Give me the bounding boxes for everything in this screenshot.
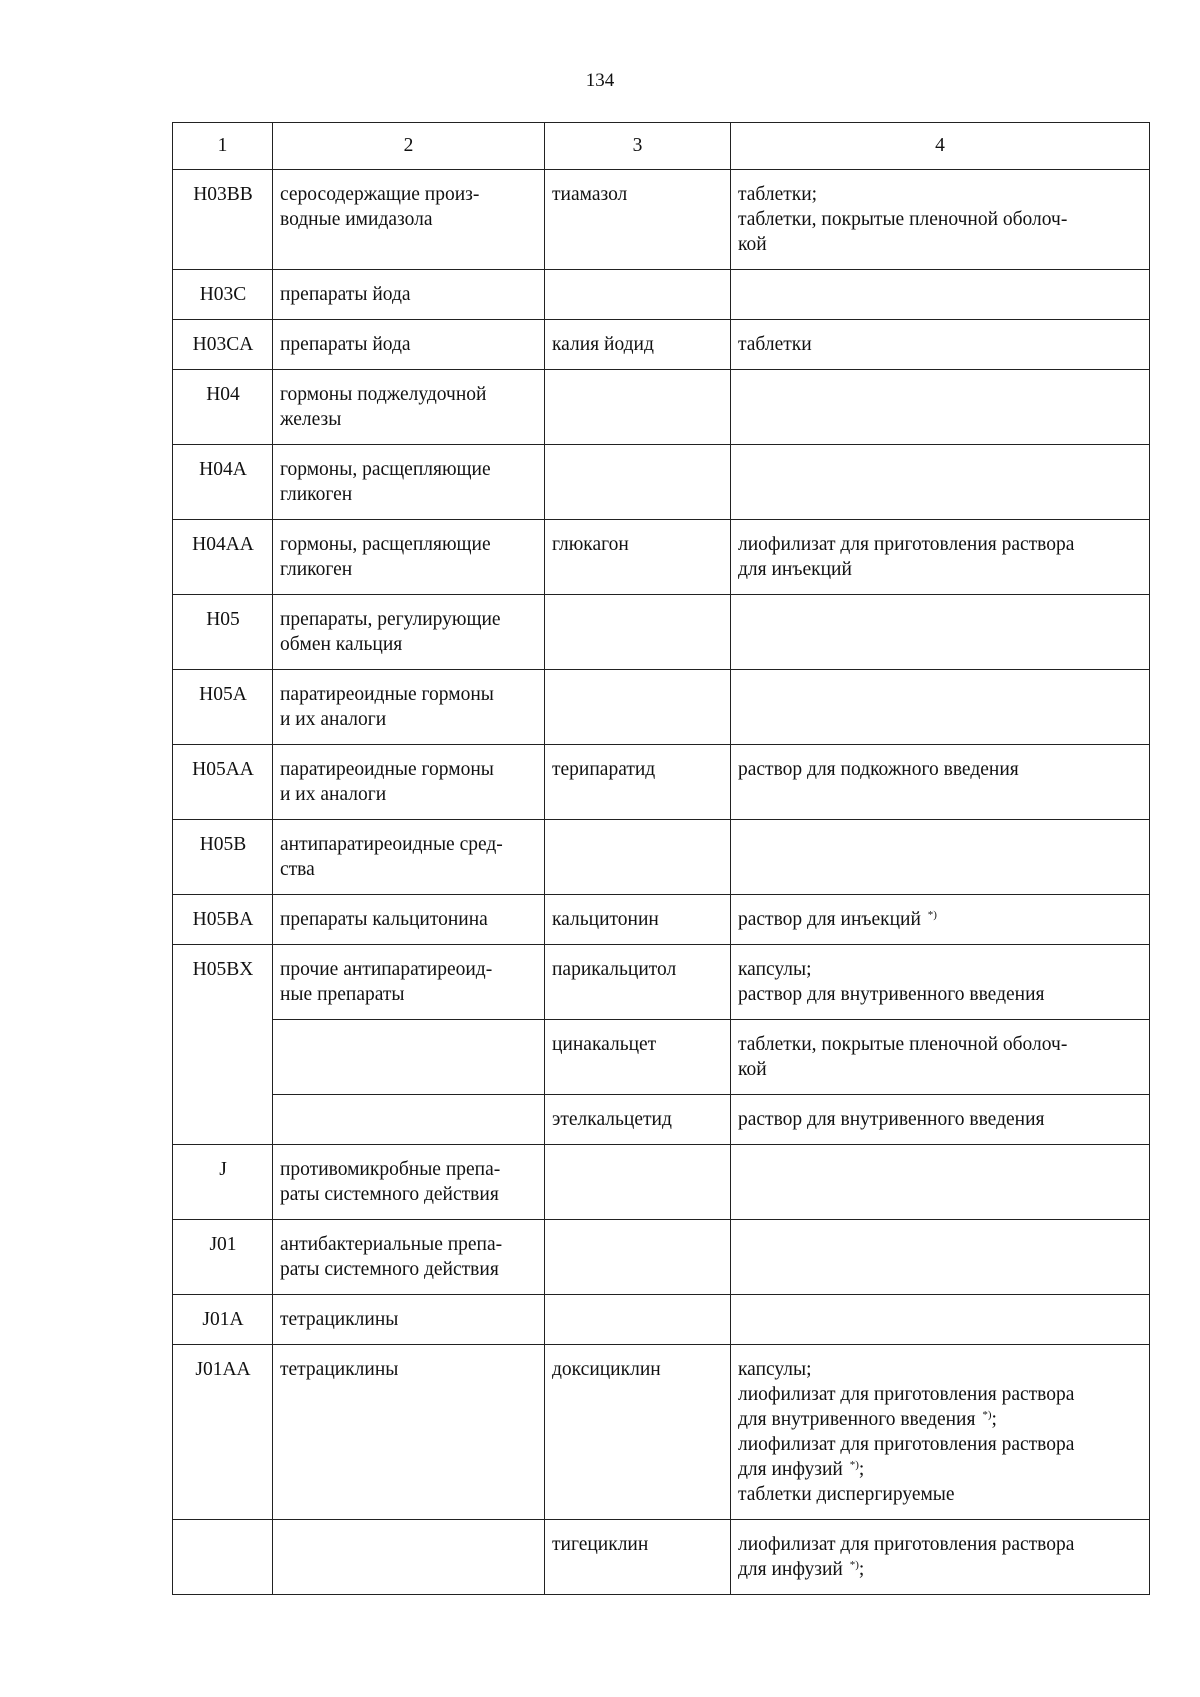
dosage-form-punctuation: ; <box>858 1559 865 1580</box>
atc-code-cell: H05BA <box>173 895 273 945</box>
header-col-1: 1 <box>173 123 273 170</box>
group-name-cell <box>273 1220 545 1295</box>
atc-code-cell: J01A <box>173 1295 273 1345</box>
atc-code-cell: H05AA <box>173 745 273 820</box>
atc-code-cell: H03C <box>173 270 273 320</box>
group-name-line: противомикробные препа- <box>280 1159 501 1180</box>
drug-table <box>172 122 1150 1595</box>
dosage-form-text: таблетки, покрытые пленочной оболоч- <box>738 209 1068 230</box>
dosage-form-line <box>738 1107 1143 1132</box>
group-name-cell <box>273 895 545 945</box>
dosage-form-line <box>738 1532 1143 1557</box>
atc-code-cell: H03CA <box>173 320 273 370</box>
group-name-line: ства <box>280 859 315 880</box>
dosage-form-line <box>738 557 1143 582</box>
drug-name-cell: глюкагон <box>545 520 731 595</box>
group-name-cell <box>273 270 545 320</box>
dosage-form-text: кой <box>738 234 767 255</box>
group-name-cell <box>273 1095 545 1145</box>
header-col-3: 3 <box>545 123 731 170</box>
dosage-forms-cell <box>731 595 1150 670</box>
footnote-marker: *) <box>982 1409 992 1421</box>
drug-name-cell <box>545 595 731 670</box>
drug-name-cell: кальцитонин <box>545 895 731 945</box>
group-name-line: антибактериальные препа- <box>280 1234 503 1255</box>
atc-code-cell: J <box>173 1145 273 1220</box>
dosage-forms-cell <box>731 170 1150 270</box>
group-name-line: тетрациклины <box>280 1309 399 1330</box>
group-name-line: препараты кальцитонина <box>280 909 488 930</box>
dosage-form-line <box>738 1032 1143 1057</box>
drug-name-cell: цинакальцет <box>545 1020 731 1095</box>
group-name-line: прочие антипаратиреоид- <box>280 959 493 980</box>
atc-code-cell: H05A <box>173 670 273 745</box>
dosage-form-text: для инфузий <box>738 1459 848 1480</box>
drug-name-cell <box>545 445 731 520</box>
dosage-form-line <box>738 207 1143 232</box>
dosage-form-text: таблетки <box>738 334 812 355</box>
dosage-forms-cell <box>731 1020 1150 1095</box>
table-row <box>173 1220 1150 1295</box>
group-name-line: гликоген <box>280 484 353 505</box>
dosage-forms-cell <box>731 445 1150 520</box>
table-row <box>173 370 1150 445</box>
atc-code-cell: H04A <box>173 445 273 520</box>
dosage-form-text: лиофилизат для приготовления раствора <box>738 534 1075 555</box>
table-row <box>173 895 1150 945</box>
dosage-form-text: для внутривенного введения <box>738 1409 981 1430</box>
dosage-form-line <box>738 907 1143 932</box>
table-row <box>173 1020 1150 1095</box>
dosage-forms-cell <box>731 1295 1150 1345</box>
group-name-line: гормоны, расщепляющие <box>280 459 491 480</box>
group-name-cell <box>273 595 545 670</box>
dosage-form-line <box>738 982 1143 1007</box>
table-row <box>173 945 1150 1020</box>
group-name-cell <box>273 745 545 820</box>
table-row <box>173 320 1150 370</box>
atc-code-cell: H04 <box>173 370 273 445</box>
group-name-line: тетрациклины <box>280 1359 399 1380</box>
group-name-line: обмен кальция <box>280 634 403 655</box>
group-name-line: гормоны поджелудочной <box>280 384 487 405</box>
dosage-form-line <box>738 1057 1143 1082</box>
dosage-form-text: кой <box>738 1059 767 1080</box>
group-name-line: и их аналоги <box>280 784 387 805</box>
group-name-line: раты системного действия <box>280 1259 499 1280</box>
dosage-form-text: раствор для внутривенного введения <box>738 984 1045 1005</box>
dosage-form-line <box>738 1357 1143 1382</box>
dosage-form-punctuation: ; <box>858 1459 865 1480</box>
atc-code-cell: H03BB <box>173 170 273 270</box>
group-name-cell <box>273 945 545 1020</box>
table-row <box>173 520 1150 595</box>
dosage-form-text: раствор для подкожного введения <box>738 759 1019 780</box>
table-row <box>173 445 1150 520</box>
table-row <box>173 820 1150 895</box>
atc-code-cell: H04AA <box>173 520 273 595</box>
group-name-line: гормоны, расщепляющие <box>280 534 491 555</box>
table-header <box>173 123 1150 170</box>
drug-name-cell <box>545 270 731 320</box>
table-row <box>173 1295 1150 1345</box>
drug-name-cell: тигециклин <box>545 1520 731 1595</box>
header-col-4: 4 <box>731 123 1150 170</box>
drug-name-cell: калия йодид <box>545 320 731 370</box>
dosage-forms-cell <box>731 945 1150 1020</box>
dosage-form-text: таблетки, покрытые пленочной оболоч- <box>738 1034 1068 1055</box>
dosage-forms-cell <box>731 820 1150 895</box>
dosage-form-line <box>738 232 1143 257</box>
group-name-line: антипаратиреоидные сред- <box>280 834 503 855</box>
footnote-marker: *) <box>927 909 937 921</box>
group-name-cell <box>273 1520 545 1595</box>
dosage-forms-cell <box>731 370 1150 445</box>
dosage-form-line <box>738 757 1143 782</box>
dosage-form-line <box>738 332 1143 357</box>
header-row <box>173 123 1150 170</box>
group-name-line: железы <box>280 409 342 430</box>
dosage-form-text: капсулы; <box>738 1359 812 1380</box>
drug-name-cell: тиамазол <box>545 170 731 270</box>
footnote-marker: *) <box>849 1459 859 1471</box>
group-name-cell <box>273 820 545 895</box>
dosage-form-text: раствор для внутривенного введения <box>738 1109 1045 1130</box>
dosage-form-line <box>738 1432 1143 1457</box>
dosage-forms-cell <box>731 1145 1150 1220</box>
dosage-form-line <box>738 182 1143 207</box>
group-name-cell <box>273 520 545 595</box>
group-name-cell <box>273 170 545 270</box>
table-row <box>173 1095 1150 1145</box>
table-row <box>173 1145 1150 1220</box>
atc-code-cell: J01 <box>173 1220 273 1295</box>
drug-name-cell <box>545 1145 731 1220</box>
header-col-2: 2 <box>273 123 545 170</box>
dosage-form-text: для инъекций <box>738 559 852 580</box>
dosage-forms-cell <box>731 270 1150 320</box>
dosage-forms-cell <box>731 1520 1150 1595</box>
table-body <box>173 170 1150 1595</box>
dosage-forms-cell <box>731 670 1150 745</box>
dosage-form-line <box>738 532 1143 557</box>
drug-name-cell <box>545 670 731 745</box>
group-name-cell <box>273 370 545 445</box>
dosage-form-line <box>738 957 1143 982</box>
drug-name-cell <box>545 1295 731 1345</box>
table-row <box>173 1345 1150 1520</box>
group-name-line: водные имидазола <box>280 209 433 230</box>
dosage-form-text: капсулы; <box>738 959 812 980</box>
group-name-line: паратиреоидные гормоны <box>280 759 494 780</box>
dosage-form-text: для инфузий <box>738 1559 848 1580</box>
group-name-cell <box>273 670 545 745</box>
table-row <box>173 170 1150 270</box>
page-number: 134 <box>585 70 615 91</box>
table-row <box>173 270 1150 320</box>
dosage-form-text: раствор для инъекций <box>738 909 926 930</box>
dosage-form-text: таблетки; <box>738 184 818 205</box>
dosage-forms-cell <box>731 1095 1150 1145</box>
group-name-line: и их аналоги <box>280 709 387 730</box>
atc-code-cell <box>173 1520 273 1595</box>
dosage-form-line <box>738 1407 1143 1432</box>
drug-name-cell <box>545 370 731 445</box>
dosage-form-line <box>738 1557 1143 1582</box>
dosage-forms-cell <box>731 1220 1150 1295</box>
group-name-cell <box>273 1145 545 1220</box>
group-name-line: ные препараты <box>280 984 405 1005</box>
group-name-line: серосодержащие произ- <box>280 184 480 205</box>
dosage-form-line <box>738 1382 1143 1407</box>
group-name-line: паратиреоидные гормоны <box>280 684 494 705</box>
table-row <box>173 1520 1150 1595</box>
atc-code-cell: H05 <box>173 595 273 670</box>
group-name-line: раты системного действия <box>280 1184 499 1205</box>
group-name-cell <box>273 445 545 520</box>
group-name-line: гликоген <box>280 559 353 580</box>
table-row <box>173 670 1150 745</box>
group-name-cell <box>273 1345 545 1520</box>
group-name-cell <box>273 320 545 370</box>
group-name-line: препараты йода <box>280 334 411 355</box>
dosage-forms-cell <box>731 895 1150 945</box>
drug-name-cell <box>545 820 731 895</box>
dosage-forms-cell <box>731 745 1150 820</box>
dosage-form-text: лиофилизат для приготовления раствора <box>738 1384 1075 1405</box>
group-name-line: препараты йода <box>280 284 411 305</box>
dosage-forms-cell <box>731 520 1150 595</box>
drug-name-cell: терипаратид <box>545 745 731 820</box>
drug-name-cell: доксициклин <box>545 1345 731 1520</box>
atc-code-cell: H05B <box>173 820 273 895</box>
atc-code-cell: H05BX <box>173 945 273 1145</box>
table-row <box>173 745 1150 820</box>
group-name-cell <box>273 1020 545 1095</box>
group-name-cell <box>273 1295 545 1345</box>
dosage-form-text: лиофилизат для приготовления раствора <box>738 1434 1075 1455</box>
dosage-form-line <box>738 1482 1143 1507</box>
dosage-form-text: лиофилизат для приготовления раствора <box>738 1534 1075 1555</box>
drug-name-cell: парикальцитол <box>545 945 731 1020</box>
dosage-forms-cell <box>731 1345 1150 1520</box>
dosage-form-line <box>738 1457 1143 1482</box>
drug-name-cell <box>545 1220 731 1295</box>
atc-code-cell: J01AA <box>173 1345 273 1520</box>
drug-name-cell: этелкальцетид <box>545 1095 731 1145</box>
table-row <box>173 595 1150 670</box>
dosage-form-text: таблетки диспергируемые <box>738 1484 955 1505</box>
dosage-forms-cell <box>731 320 1150 370</box>
dosage-form-punctuation: ; <box>991 1409 997 1430</box>
footnote-marker: *) <box>849 1559 859 1571</box>
group-name-line: препараты, регулирующие <box>280 609 501 630</box>
